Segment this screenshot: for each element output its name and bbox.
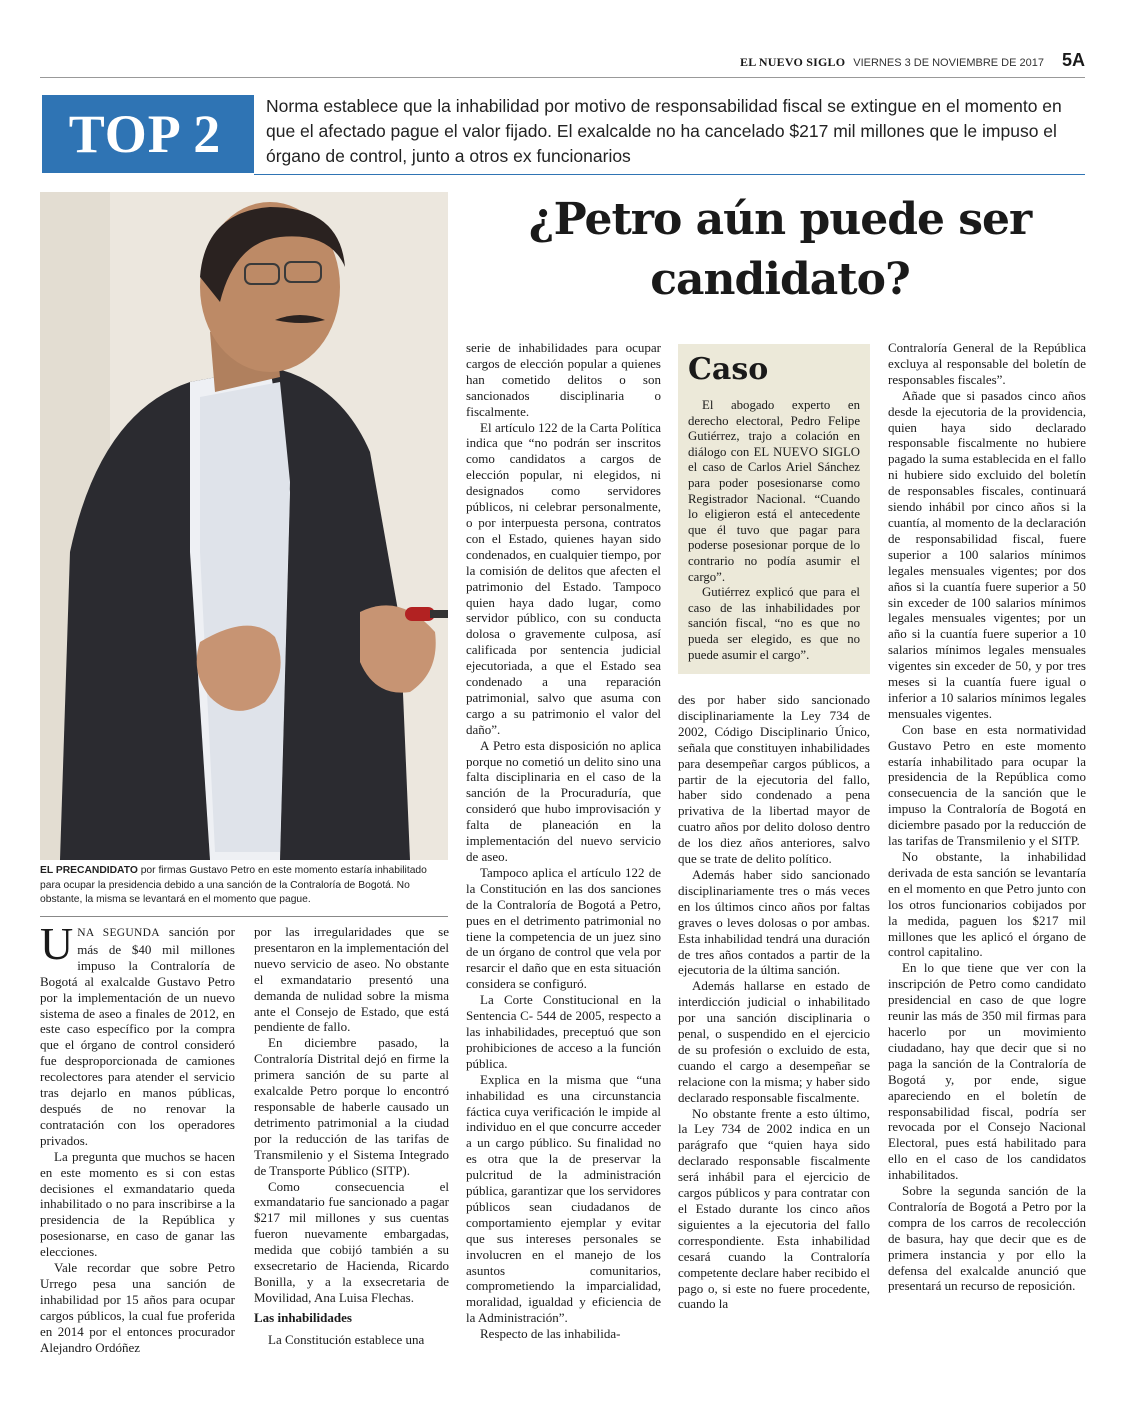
sidebar-paragraph: El abogado experto en derecho electoral, Pedro Felipe Gutiérrez, trajo a colación en diálogo con EL NUEVO SIGLO el caso de Carlos Ariel Sánchez para poder posesionarse como Registrador Nacional. “Cuando lo eligieron está el antecedente que él tuvo que pagar para poderse posesionar porque de lo contrario no podía asumir el cargo”.: [688, 398, 860, 584]
article-paragraph: Explica en la misma que “una inhabilidad es una circunstancia fáctica cuya verificación le impide al individuo en el que concurre acceder a un cargo público. Su finalidad no es otra que la de preservar la pulcritud de la administración pública, garantizar que los servidores públicos sean ciudadanos de comportamiento ejemplar y evitar que sus intereses personales se involucren en el manejo de los asuntos comunitarios, comprometiendo la imparcialidad, moralidad, igualdad y eficiencia de la Administración”.: [466, 1071, 661, 1326]
article-paragraph: Contraloría General de la República excluya al responsable del boletín de responsables fiscales”.: [888, 340, 1086, 387]
caption-lead: EL PRECANDIDATO: [40, 865, 138, 876]
article-paragraph: Además hallarse en estado de interdicción judicial o inhabilitado por una sanción disciplinaria o penal, o suspendido en el ejercicio de su profesión o excluido de esta, cuando el cargo a desempeñar se relacione con la misma; y haber sido declarado responsable fiscalmente.: [678, 978, 870, 1105]
deck-rule: [254, 174, 1085, 175]
sidebar-paragraph: Gutiérrez explicó que para el caso de las inhabilidades por sanción fiscal, “no es que no pueda ser elegido, es que no puede asumir el cargo”.: [688, 585, 860, 662]
article-column-4: [678, 692, 870, 1312]
drop-cap: U: [40, 918, 74, 969]
photo-caption: [40, 864, 450, 908]
section-tag-label: TOP 2: [68, 104, 222, 164]
article-deck: Norma establece que la inhabilidad por motivo de responsabilidad fiscal se extingue en el momento en que el afectado pague el valor fijado. El exalcalde no ha cancelado $217 mil millones que le impuso el órgano de control, junto a otros ex funcionarios: [266, 96, 1062, 166]
article-photo: [40, 192, 448, 860]
lead-smallcaps: NA SEGUNDA: [77, 927, 160, 939]
article-paragraph: serie de inhabilidades para ocupar cargos de elección popular a quienes han cometido delitos o son sancionados disciplinaria o fiscalmente.: [466, 340, 661, 419]
issue-date: VIERNES 3 DE NOVIEMBRE DE 2017: [853, 57, 1044, 69]
article-paragraph: En diciembre pasado, la Contraloría Distrital dejó en firme la primera sanción de su parte al exalcalde Petro porque lo encontró responsable de haberle causado un detrimento patrimonial a la ciudad por la reducción de las tarifas de Transmilenio y el Sistema Integrado de Transporte Público (SITP).: [254, 1035, 449, 1178]
article-column-5: [888, 340, 1086, 1294]
caption-rule: [40, 916, 448, 917]
article-paragraph: La Constitución establece una: [268, 1331, 425, 1347]
header-rule: [40, 77, 1085, 78]
article-paragraph: El artículo 122 de la Carta Política indica que “no podrán ser inscritos como candidatos a cargos de elección popular, ni elegidos, ni designados como servidores públicos, ni celebrar personalmente, o por interpuesta persona, contratos con el Estado, quienes hayan sido condenados, en cualquier tiempo, por la comisión de delitos que afecten el patrimonio del Estado. Tampoco quien haya dado lugar, como servidor público, con su conducta dolosa o gravemente culposa, así calificada por sentencia judicial ejecutoriada, a que el Estado sea condenado a una reparación patrimonial, salvo que asuma con cargo a su patrimonio el valor del daño”.: [466, 419, 661, 737]
sidebar-title: Caso: [688, 352, 769, 387]
article-paragraph: En lo que tiene que ver con la inscripción de Petro como candidato presidencial en caso de que logre reunir las más de 350 mil firmas para hacerlo por un movimiento ciudadano, hay que decir que si no paga la sanción de la Contraloría de Bogotá y, por ende, sigue apareciendo en el boletín de responsabilidad fiscal, podría ser revocada por el Consejo Nacional Electoral, pues está habilitado para ello en el caso de los candidatos inhabilitados.: [888, 960, 1086, 1183]
article-paragraph: Como consecuencia el exmandatario fue sancionado a pagar $217 mil millones y sus cuentas fueron nuevamente embargadas, medida que cobijó también a su exsecretario de Hacienda, Ricardo Bonilla, y a la exsecretaria de Movilidad, Ana Luisa Flechas.: [254, 1178, 449, 1305]
lead-text: sanción por más de $40 mil millones impuso la Contraloría de Bogotá al exalcalde Gustavo Petro por la implementación de un nuevo sistema de aseo a finales de 2012, en este caso específico por la compra que el órgano de control consideró fue desproporcionada de camiones recolectores para atender el servicio tras dejarlo en manos públicas, después de no renovar la contratación con los operadores privados.: [40, 924, 235, 1148]
article-paragraph: La pregunta que muchos se hacen en este momento es si con estas decisiones el exmandatario queda inhabilitado o no para inscribirse a la presidencia de la República y posesionarse, en caso de ganar las elecciones.: [40, 1148, 235, 1260]
article-paragraph: No obstante, la inhabilidad derivada de esta sanción se levantaría en el momento en que Petro junto con los otros funcionarios cobijados por la medida, paguen los $217 mil millones que les aplicó el órgano de control capitalino.: [888, 849, 1086, 960]
photo-illustration: [40, 192, 448, 860]
page-number: 5A: [1061, 50, 1085, 70]
article-paragraph: Con base en esta normatividad Gustavo Petro en este momento estaría inhabilitado para ocupar la presidencia de la República como consecuencia de la sanción que le impuso la Contraloría de Bogotá en diciembre pasado por la reducción de las tarifas de Transmilenio y el SITP.: [888, 721, 1086, 849]
masthead: [740, 50, 1085, 71]
section-tag: [42, 95, 248, 173]
article-paragraph: Añade que si pasados cinco años desde la ejecutoria de la providencia, quien haya sido declarado responsable fiscalmente no hubiere pagado la suma establecida en el fallo ni hubiere sido excluido del boletín de responsables fiscales, continuará siendo inhábil por cinco años si la cuantía, al momento de la declaración de responsabilidad fiscal, fuere superior a 100 salarios mínimos legales mensuales vigentes; por dos años si la cuantía fuere superior a 50 sin exceder de 100 salarios mínimos legales mensuales vigentes; por un año si la cuantía fuere superior a 10 salarios mínimos legales mensuales vigentes sin exceder de 50, y por tres meses si la cuantía fuere igual o inferior a 10 salarios mínimos legales mensuales vigentes.: [888, 387, 1086, 721]
article-paragraph: Además haber sido sancionado disciplinariamente tres o más veces en los últimos cinco años por faltas graves o leves dolosas o por ambas. Esta inhabilidad tendrá una duración de tres años contados a partir de la ejecutoria de la última sanción.: [678, 866, 870, 978]
deck-accent-bar: [248, 95, 254, 173]
article-paragraph: A Petro esta disposición no aplica porque no cometió un delito sino una falta disciplinaria en el caso de la sanción de la Procuraduría, que consideró que hubo improvisación y falta de planeación en la implementación del nuevo servicio de aseo.: [466, 737, 661, 864]
article-paragraph: Tampoco aplica el artículo 122 de la Constitución en las dos sanciones de la Contraloría de Bogotá a Petro, pues en el detrimento patrimonial no tiene la competencia de un juez sino de un órgano de control que vela por resarcir el daño que en esta situación considera se configuró.: [466, 864, 661, 992]
article-column-3: [466, 340, 661, 1342]
article-column-1: [40, 918, 235, 1355]
article-headline: ¿Petro aún puede ser candidato?: [528, 194, 1032, 305]
subhead: Las inhabilidades: [254, 1309, 352, 1325]
caption-text: por firmas Gustavo Petro en este momento estaría inhabilitado para ocupar la presidencia debido a una sanción de la Contraloría de Bogotá. No obstante, la misma se levantará en el momento que pague.: [40, 865, 427, 906]
article-paragraph: [40, 918, 235, 1149]
article-paragraph: por las irregularidades que se presentaron en la implementación del nuevo servicio de aseo. No obstante el exmandatario presentó una demanda de nulidad sobre la misma ante el Consejo de Estado, que está pendiente de fallo.: [254, 924, 449, 1035]
article-column-2: [254, 924, 449, 1348]
article-paragraph: des por haber sido sancionado disciplinariamente la Ley 734 de 2002, Código Disciplinario Único, señala que constituyen inhabilidades para desempeñar cargos públicos, a partir de la ejecutoria del fallo, haber sido condenado a pena privativa de la libertad mayor de cuatro años por delito doloso dentro de los diez años anteriores, salvo que se trate de delito político.: [678, 692, 870, 867]
article-paragraph: La Corte Constitucional en la Sentencia C- 544 de 2005, respecto a las inhabilidades, preceptuó que son prohibiciones de acceso a la función pública.: [466, 992, 661, 1071]
sidebar-text: [688, 398, 860, 663]
sidebar-box: [678, 344, 870, 674]
article-paragraph: Sobre la segunda sanción de la Contraloría de Bogotá a Petro por la compra de los carros de recolección de basura, hay que decir que es de primera instancia y por ello la defensa del exalcalde anunció que presentará un recurso de reposición.: [888, 1183, 1086, 1294]
article-paragraph: No obstante frente a esto último, la Ley 734 de 2002 indica en un parágrafo que “quien haya sido declarado responsable fiscalmente será inhábil para el ejercicio de cargos públicos y para contratar con el Estado durante los cinco años siguientes a la ejecutoria del fallo correspondiente. Esta inhabilidad cesará cuando la Contraloría competente declare haber recibido el pago o, si este no fuere procedente, cuando la: [678, 1105, 870, 1312]
article-paragraph: Respecto de las inhabilida-: [480, 1326, 621, 1342]
newspaper-name: EL NUEVO SIGLO: [739, 55, 846, 69]
article-paragraph: Vale recordar que sobre Petro Urrego pesa una sanción de inhabilidad por 15 años para ocupar cargos públicos, la cual fue proferida en 2014 por el entonces procurador Alejandro Ordóñez: [40, 1260, 235, 1355]
